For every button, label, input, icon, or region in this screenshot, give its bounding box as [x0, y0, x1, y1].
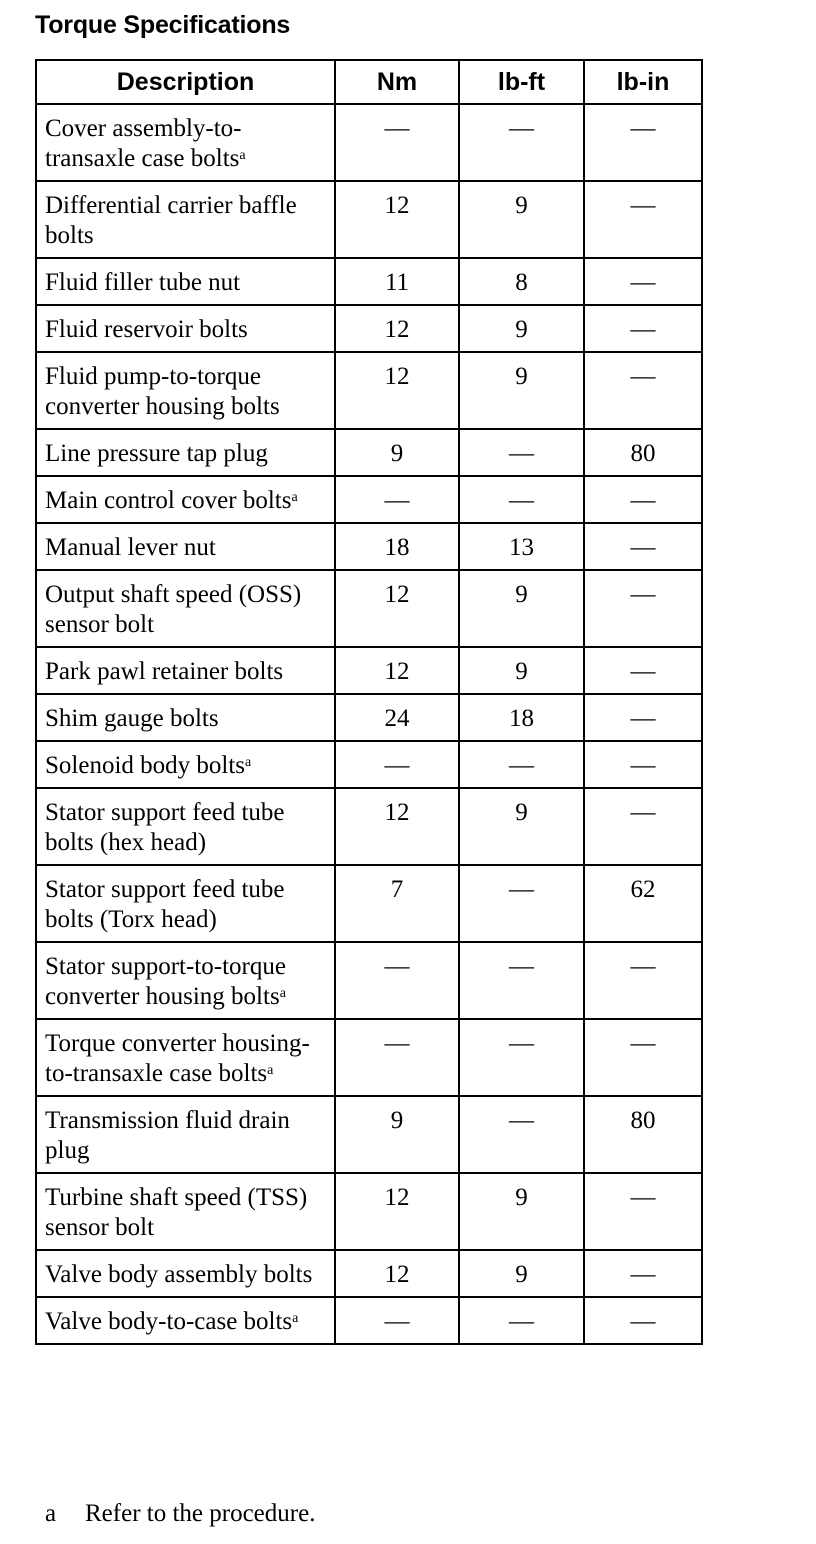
table-row	[36, 258, 702, 305]
table-row	[36, 181, 702, 258]
lb-in-cell: —	[584, 476, 702, 523]
lb-in-cell: 80	[584, 1096, 702, 1173]
nm-cell: 24	[335, 694, 459, 741]
table-row	[36, 305, 702, 352]
description-cell: Fluid reservoir bolts	[36, 305, 335, 352]
description-cell: Valve body assembly bolts	[36, 1250, 335, 1297]
lb-ft-cell: 8	[459, 258, 584, 305]
table-row	[36, 942, 702, 1019]
table-row	[36, 429, 702, 476]
lb-in-cell: —	[584, 570, 702, 647]
table-row	[36, 352, 702, 429]
footnote-ref: a	[267, 1063, 274, 1078]
nm-cell: 12	[335, 1250, 459, 1297]
footnote-ref: a	[245, 755, 252, 770]
nm-cell: 12	[335, 788, 459, 865]
lb-in-cell: —	[584, 1250, 702, 1297]
column-header-nm: Nm	[335, 60, 459, 104]
nm-cell: 12	[335, 647, 459, 694]
page-title: Torque Specifications	[35, 11, 291, 39]
description-cell: Transmission fluid drain plug	[36, 1096, 335, 1173]
description-cell: Main control cover bolts$^a$	[36, 476, 335, 523]
lb-in-cell: —	[584, 1019, 702, 1096]
description-cell: Turbine shaft speed (TSS) sensor bolt	[36, 1173, 335, 1250]
nm-cell: —	[335, 1297, 459, 1344]
description-cell: Fluid filler tube nut	[36, 258, 335, 305]
nm-cell: 12	[335, 570, 459, 647]
nm-cell: 12	[335, 352, 459, 429]
nm-cell: 9	[335, 429, 459, 476]
lb-in-cell: —	[584, 258, 702, 305]
footnote	[45, 1500, 315, 1528]
column-header-lb-in: lb-in	[584, 60, 702, 104]
lb-in-cell: —	[584, 352, 702, 429]
lb-in-cell: —	[584, 788, 702, 865]
description-cell: Stator support-to-torque converter housing bolts$^a$	[36, 942, 335, 1019]
description-cell: Stator support feed tube bolts (hex head)	[36, 788, 335, 865]
table-row	[36, 694, 702, 741]
lb-in-cell: —	[584, 523, 702, 570]
table-row	[36, 523, 702, 570]
table-row	[36, 741, 702, 788]
lb-ft-cell: 13	[459, 523, 584, 570]
lb-ft-cell: —	[459, 942, 584, 1019]
torque-spec-table	[35, 59, 703, 1345]
lb-ft-cell: —	[459, 429, 584, 476]
lb-in-cell: —	[584, 694, 702, 741]
lb-ft-cell: —	[459, 1019, 584, 1096]
lb-in-cell: —	[584, 305, 702, 352]
table-row	[36, 570, 702, 647]
column-header-description: Description	[36, 60, 335, 104]
description-cell: Valve body-to-case bolts$^a$	[36, 1297, 335, 1344]
footnote-ref: a	[292, 1311, 299, 1326]
description-cell: Torque converter housing-to-transaxle case bolts$^a$	[36, 1019, 335, 1096]
lb-ft-cell: 18	[459, 694, 584, 741]
table-header-row	[36, 60, 702, 104]
nm-cell: 11	[335, 258, 459, 305]
nm-cell: 12	[335, 1173, 459, 1250]
table-row	[36, 647, 702, 694]
column-header-lb-ft: lb-ft	[459, 60, 584, 104]
lb-ft-cell: —	[459, 741, 584, 788]
table-row	[36, 1297, 702, 1344]
lb-ft-cell: —	[459, 1297, 584, 1344]
description-cell: Manual lever nut	[36, 523, 335, 570]
table-row	[36, 476, 702, 523]
footnote-marker: a	[45, 1500, 57, 1527]
nm-cell: —	[335, 476, 459, 523]
nm-cell: 12	[335, 305, 459, 352]
footnote-ref: a	[279, 986, 286, 1001]
description-cell: Cover assembly-to-transaxle case bolts$^a$	[36, 104, 335, 181]
footnote-ref: a	[291, 490, 298, 505]
footnote-text: Refer to the procedure.	[85, 1500, 316, 1527]
lb-ft-cell: 9	[459, 570, 584, 647]
nm-cell: 7	[335, 865, 459, 942]
description-cell: Shim gauge bolts	[36, 694, 335, 741]
lb-in-cell: —	[584, 104, 702, 181]
description-cell: Park pawl retainer bolts	[36, 647, 335, 694]
nm-cell: —	[335, 741, 459, 788]
lb-ft-cell: 9	[459, 181, 584, 258]
table-row	[36, 788, 702, 865]
nm-cell: 12	[335, 181, 459, 258]
lb-in-cell: —	[584, 181, 702, 258]
nm-cell: —	[335, 1019, 459, 1096]
lb-ft-cell: 9	[459, 647, 584, 694]
description-cell: Differential carrier baffle bolts	[36, 181, 335, 258]
lb-ft-cell: 9	[459, 352, 584, 429]
lb-in-cell: 80	[584, 429, 702, 476]
lb-ft-cell: 9	[459, 1250, 584, 1297]
description-cell: Output shaft speed (OSS) sensor bolt	[36, 570, 335, 647]
lb-in-cell: —	[584, 942, 702, 1019]
nm-cell: —	[335, 104, 459, 181]
nm-cell: 9	[335, 1096, 459, 1173]
lb-ft-cell: 9	[459, 788, 584, 865]
description-cell: Line pressure tap plug	[36, 429, 335, 476]
table-row	[36, 1096, 702, 1173]
lb-in-cell: —	[584, 1297, 702, 1344]
description-cell: Fluid pump-to-torque converter housing bolts	[36, 352, 335, 429]
nm-cell: 18	[335, 523, 459, 570]
lb-in-cell: 62	[584, 865, 702, 942]
table-row	[36, 104, 702, 181]
footnote-ref: a	[239, 148, 246, 163]
table-row	[36, 1173, 702, 1250]
lb-in-cell: —	[584, 647, 702, 694]
lb-ft-cell: —	[459, 865, 584, 942]
lb-ft-cell: 9	[459, 305, 584, 352]
table-row	[36, 865, 702, 942]
lb-ft-cell: 9	[459, 1173, 584, 1250]
table-row	[36, 1019, 702, 1096]
lb-in-cell: —	[584, 741, 702, 788]
lb-ft-cell: —	[459, 1096, 584, 1173]
table-row	[36, 1250, 702, 1297]
lb-ft-cell: —	[459, 104, 584, 181]
nm-cell: —	[335, 942, 459, 1019]
lb-in-cell: —	[584, 1173, 702, 1250]
description-cell: Solenoid body bolts$^a$	[36, 741, 335, 788]
lb-ft-cell: —	[459, 476, 584, 523]
description-cell: Stator support feed tube bolts (Torx head)	[36, 865, 335, 942]
